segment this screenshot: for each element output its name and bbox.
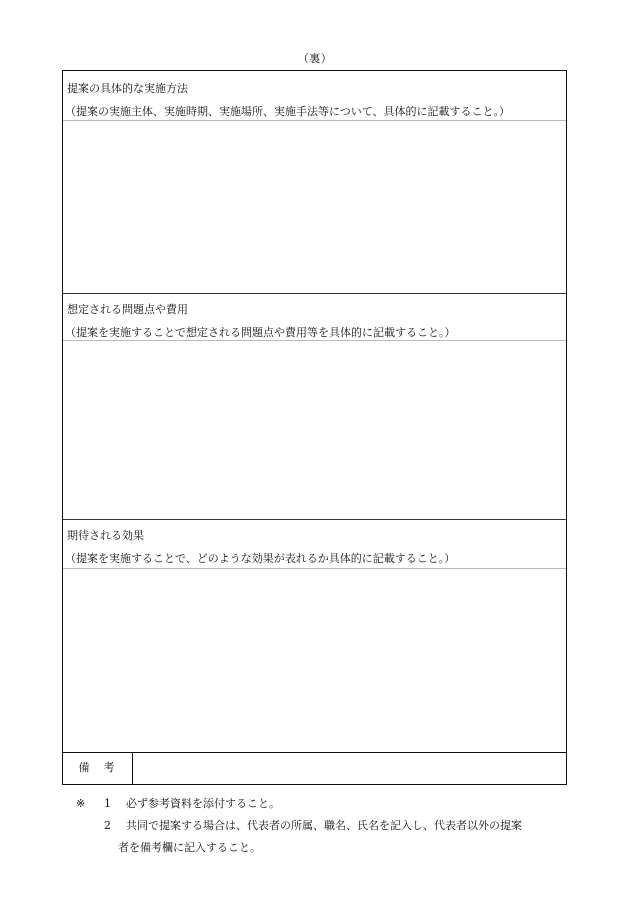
footnote-text: 共同で提案する場合は、代表者の所属、職名、氏名を記入し、代表者以外の提案 bbox=[126, 819, 522, 832]
section-note-effects: （提案を実施することで、どのような効果が表れるか具体的に記載すること。） bbox=[65, 552, 456, 565]
section-problems-costs bbox=[63, 294, 566, 520]
footnote-number: 1 bbox=[104, 797, 111, 810]
remarks-row bbox=[63, 752, 566, 784]
footnote-continuation: 者を備考欄に記入すること。 bbox=[118, 841, 261, 854]
section-note-implementation: （提案の実施主体、実施時期、実施場所、実施手法等について、具体的に記載すること。） bbox=[65, 105, 511, 118]
problems-input-area[interactable] bbox=[63, 341, 566, 519]
footnote-item bbox=[76, 793, 522, 815]
remarks-label: 備考 bbox=[63, 753, 133, 784]
proposal-form bbox=[62, 70, 567, 785]
implementation-input-area[interactable] bbox=[63, 121, 566, 293]
remarks-input-field[interactable] bbox=[133, 753, 566, 784]
section-title-problems: 想定される問題点や費用 bbox=[67, 303, 188, 316]
effects-input-area[interactable] bbox=[63, 569, 566, 753]
section-title-implementation: 提案の具体的な実施方法 bbox=[67, 82, 188, 95]
footnotes bbox=[76, 793, 522, 859]
footnote-mark: ※ bbox=[76, 797, 86, 810]
footnote-item bbox=[76, 815, 522, 837]
section-expected-effects bbox=[63, 520, 566, 753]
page-side-label: （裏） bbox=[297, 52, 333, 65]
section-title-effects: 期待される効果 bbox=[67, 529, 144, 542]
section-implementation-method bbox=[63, 71, 566, 294]
footnote-text: 必ず参考資料を添付すること。 bbox=[126, 797, 280, 810]
footnote-number: 2 bbox=[104, 819, 111, 832]
section-note-problems: （提案を実施することで想定される問題点や費用等を具体的に記載すること。） bbox=[65, 326, 456, 339]
